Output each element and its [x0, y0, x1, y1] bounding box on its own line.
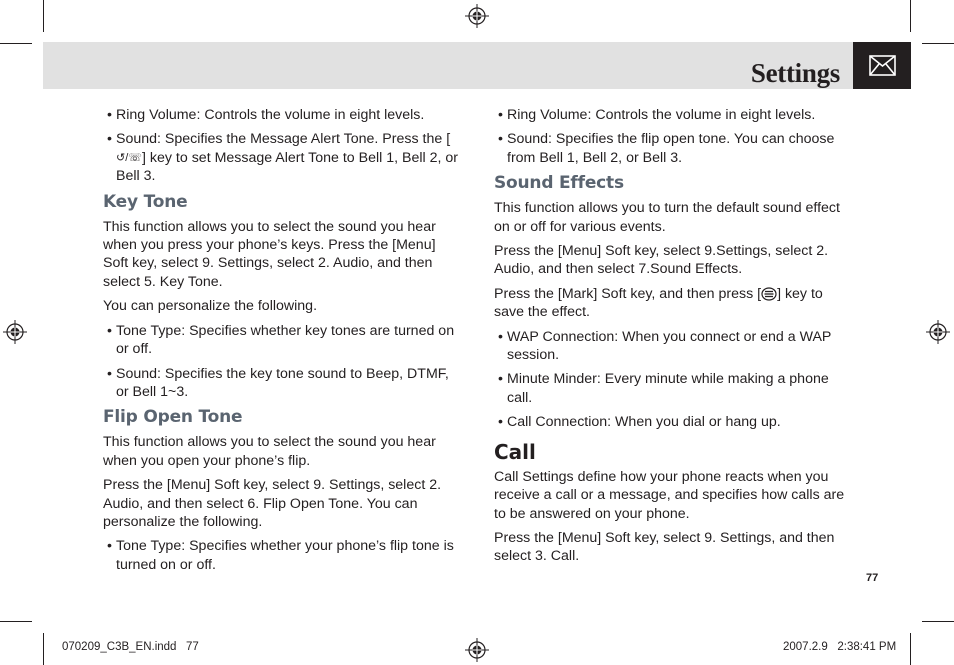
- left-column: [103, 106, 459, 580]
- paragraph: Press the [Menu] Soft key, select 9. Settings, select 2. Audio, and then select 6. Flip Open Tone. You can personalize the following.: [103, 477, 442, 530]
- paragraph: You can personalize the following.: [103, 298, 318, 315]
- bullet-item: [494, 328, 856, 365]
- registration-mark-icon: [465, 638, 489, 662]
- bullet-item: [103, 537, 459, 574]
- bullet-dot: •: [498, 131, 503, 148]
- bullet-text: Sound: Specifies the flip open tone. You can choose from Bell 1, Bell 2, or Bell 3.: [507, 131, 835, 166]
- header-bar: [43, 42, 853, 89]
- bullet-text: Tone Type: Specifies whether key tones are turned on or off.: [116, 322, 455, 358]
- ok-key-icon: [761, 287, 777, 301]
- bullet-item: [103, 365, 459, 402]
- paragraph-text: ] key to save the effect.: [494, 285, 823, 321]
- paragraph: Press the [Menu] Soft key, select 9. Settings, and then select 3. Call.: [494, 529, 835, 565]
- envelope-icon: [869, 55, 896, 76]
- page-number: 77: [866, 572, 879, 584]
- paragraph-text: Press the [Mark] Soft key, and then press [: [494, 285, 762, 302]
- bullet-dot: •: [498, 371, 503, 388]
- crop-mark: [43, 633, 44, 665]
- bullet-text: ] key to set Message Alert Tone to Bell 1, Bell 2, or Bell 3.: [116, 149, 458, 185]
- bullet-dot: •: [498, 107, 503, 123]
- paragraph: This function allows you to select the sound you hear when you press your phone’s keys. Press the [Menu] Soft key, select 9. Settings, select 2. Audio, and then select 5. Key Tone.: [103, 218, 436, 290]
- crop-mark: [922, 43, 954, 44]
- paragraph: Press the [Menu] Soft key, select 9.Settings, select 2. Audio, and then select 7.Sound Effects.: [494, 243, 829, 278]
- paragraph: [494, 285, 856, 322]
- crop-mark: [910, 633, 911, 665]
- bullet-item: [494, 370, 856, 407]
- bullet-text: [: [446, 131, 451, 148]
- bullet-text: Call Connection: When you dial or hang up.: [507, 414, 781, 431]
- bullet-item: [494, 106, 856, 124]
- crop-mark: [0, 621, 32, 622]
- registration-mark-icon: [3, 320, 27, 344]
- crop-mark: [0, 43, 32, 44]
- bullet-text: Ring Volume: Controls the volume in eight levels.: [116, 107, 425, 123]
- registration-mark-icon: [926, 320, 950, 344]
- right-column: [494, 106, 856, 572]
- page-title: Settings: [750, 58, 840, 88]
- bullet-dot: •: [498, 414, 503, 431]
- header-icon-box: [853, 42, 911, 89]
- bullet-dot: •: [107, 365, 112, 382]
- bullet-dot: •: [107, 107, 112, 123]
- bullet-dot: •: [107, 322, 112, 339]
- bullet-item: [103, 106, 459, 124]
- end-call-key-icon: ↺/☏: [116, 151, 143, 164]
- bullet-dot: •: [498, 328, 503, 345]
- section-heading-key-tone: Key Tone: [103, 191, 188, 212]
- bullet-item: [494, 413, 856, 431]
- bullet-text: Sound: Specifies the Message Alert Tone. Press the: [116, 131, 443, 148]
- footer-file-name: 070209_C3B_EN.indd 77: [62, 641, 199, 653]
- bullet-item: [494, 130, 856, 167]
- paragraph: This function allows you to turn the default sound effect on or off for various events.: [494, 200, 840, 235]
- bullet-dot: •: [107, 538, 112, 555]
- bullet-text: Tone Type: Specifies whether your phone’s flip tone is turned on or off.: [116, 538, 454, 573]
- bullet-item: [103, 130, 459, 185]
- paragraph: This function allows you to select the sound you hear when you open your phone’s flip.: [103, 434, 436, 469]
- bullet-text: WAP Connection: When you connect or end a WAP session.: [507, 328, 832, 364]
- bullet-dot: •: [107, 131, 112, 148]
- bullet-text: Minute Minder: Every minute while making a phone call.: [507, 371, 829, 406]
- section-heading-flip-open-tone: Flip Open Tone: [103, 407, 243, 428]
- crop-mark: [43, 0, 44, 32]
- crop-mark: [922, 621, 954, 622]
- paragraph: Call Settings define how your phone reacts when you receive a call or a message, and specifies how calls are to be answered on your phone.: [494, 468, 845, 522]
- registration-mark-icon: [465, 4, 489, 28]
- section-heading-call: Call: [494, 439, 536, 464]
- footer-timestamp: 2007.2.9 2:38:41 PM: [783, 641, 897, 653]
- bullet-text: Ring Volume: Controls the volume in eight levels.: [507, 107, 816, 123]
- bullet-item: [103, 322, 459, 359]
- crop-mark: [910, 0, 911, 32]
- section-heading-sound-effects: Sound Effects: [494, 173, 624, 194]
- bullet-text: Sound: Specifies the key tone sound to Beep, DTMF, or Bell 1~3.: [116, 365, 449, 400]
